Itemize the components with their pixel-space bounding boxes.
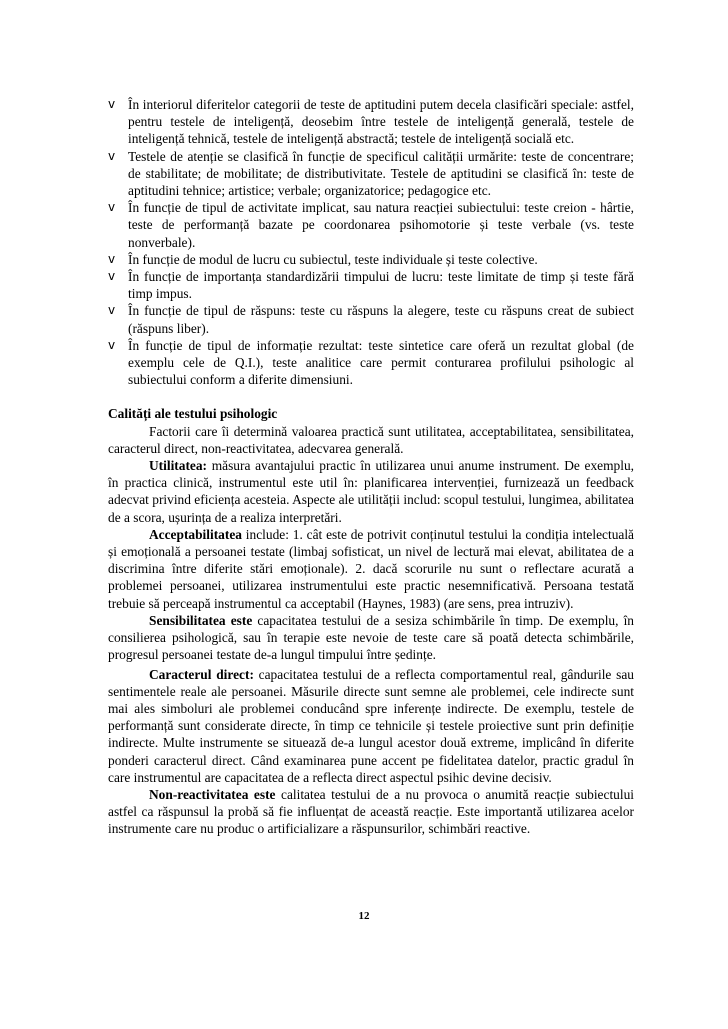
section-heading: Calități ale testului psihologic — [108, 406, 278, 422]
list-item: v În interiorul diferitelor categorii de teste de aptitudini putem decela clasificări speciale: astfel, pentru testele de inteligență, deosebim între testele de inteligență generală, testele de inteligență tehnică, testele de inteligență abstractă; testele de inteligență socială etc. — [108, 97, 634, 147]
paragraph-acceptabilitatea: Acceptabilitatea include: 1. cât este de potrivit conținutul testului la condiția intelectuală și emoțională a persoanei testate (limbaj sofisticat, un nivel de lectură mai elevat, abilitatea de a discrimina între diferite stări emoționale). 2. dacă scorurile nu sunt o reflectare acurată a problemei persoanei, utilizarea instrumentului este practic nesemnificativă. Persoana testată trebuie să perceapă instrumentul ca acceptabil (Haynes, 1983) (are sens, prea intruziv). — [108, 526, 634, 611]
term-label: Non-reactivitatea este — [149, 786, 276, 802]
term-label: Caracterul direct: — [149, 666, 254, 682]
paragraph-caracterul-direct: Caracterul direct: capacitatea testului de a reflecta comportamentul real, gândurile sau sentimentele reale ale persoanei. Măsurile directe sunt semne ale problemei, cele indirecte sunt mai ales simboluri ale problemei conducând spre inferențe indirecte. De exemplu, testele de performanță sunt considerate directe, în timp ce tehnicile și testele proiective sunt prin definiție indirecte. Multe instrumente se situează de-a lungul acestor două extreme, implicând în diferite ponderi caracterul direct. Când examinarea pune accent pe fidelitatea datelor, practic gradul în care instrumentul are capacitatea de a reflecta direct aspectul psihic devine decisiv. — [108, 666, 634, 785]
bullet-check-icon: v — [108, 148, 116, 163]
bullet-check-icon: v — [108, 97, 116, 111]
bullet-check-icon: v — [108, 303, 116, 318]
term-label: Sensibilitatea este — [149, 612, 253, 628]
paragraph-utilitatea: Utilitatea: măsura avantajului practic în utilizarea unui anume instrument. De exemplu, în practica clinică, instrumentul este util în: planificarea intervenției, furnizează un feedback adecvat privind eficiența acesteia. Aspecte ale utilității includ: scopul testului, lungimea, abilitatea de a scora, ușurința de a realiza interpretări. — [108, 458, 634, 525]
list-item: v În funcție de tipul de răspuns: teste cu răspuns la alegere, teste cu răspuns creat de subiect (răspuns liber). — [108, 303, 634, 336]
page-number: 12 — [358, 910, 370, 922]
list-item: v În funcție de tipul de informație rezultat: teste sintetice care oferă un rezultat global (de exemplu cele de Q.I.), teste analitice care permit conturarea profilului psihologic al subiectului conform a diferite dimensiuni. — [108, 337, 634, 388]
list-item: v În funcție de modul de lucru cu subiectul, teste individuale și teste colective. — [108, 251, 538, 267]
term-label: Utilitatea: — [149, 458, 208, 474]
intro-paragraph: Factorii care îi determină valoarea practică sunt utilitatea, acceptabilitatea, sensibilitatea, caracterul direct, non-reactivitatea, adecvarea generală. — [108, 423, 634, 456]
list-item: v În funcție de tipul de activitate implicat, sau natura reacției subiectului: teste creion - hârtie, teste de performanță bazate pe coordonarea psihomotorie și teste verbale (vs. teste nonverbale). — [108, 200, 634, 250]
paragraph-non-reactivitatea: Non-reactivitatea este calitatea testului de a nu provoca o anumită reacție subiectului astfel ca răspunsul la probă să fie influențat de această reacție. Este importantă utilizarea acelor instrumente care nu produc o artificializare a răspunsurilor, schimbări reactive. — [108, 786, 634, 837]
list-item: v În funcție de importanța standardizării timpului de lucru: teste limitate de timp și teste fără timp impus. — [108, 269, 634, 302]
bullet-check-icon: v — [108, 337, 116, 352]
bullet-check-icon: v — [108, 251, 116, 266]
document-page — [108, 96, 634, 838]
bullet-check-icon: v — [108, 269, 116, 284]
term-label: Acceptabilitatea — [149, 526, 242, 542]
classification-list — [108, 96, 634, 388]
bullet-check-icon: v — [108, 200, 116, 215]
list-item: v Testele de atenție se clasifică în funcție de specificul calității urmărite: teste de concentrare; de stabilitate; de mobilitate; de distributivitate. Testele de aptitudini se clasifică în: teste de aptitudini tehnice; artistice; verbale; organizatorice; pedagogice etc. — [108, 148, 634, 199]
paragraph-sensibilitatea: Sensibilitatea este capacitatea testului de a sesiza schimbările în timp. De exemplu, în consilierea psihologică, sau în terapie este nevoie de teste care să poată detecta schimbările, progresul persoanei testate de-a lungul timpului între ședințe. — [108, 612, 634, 663]
